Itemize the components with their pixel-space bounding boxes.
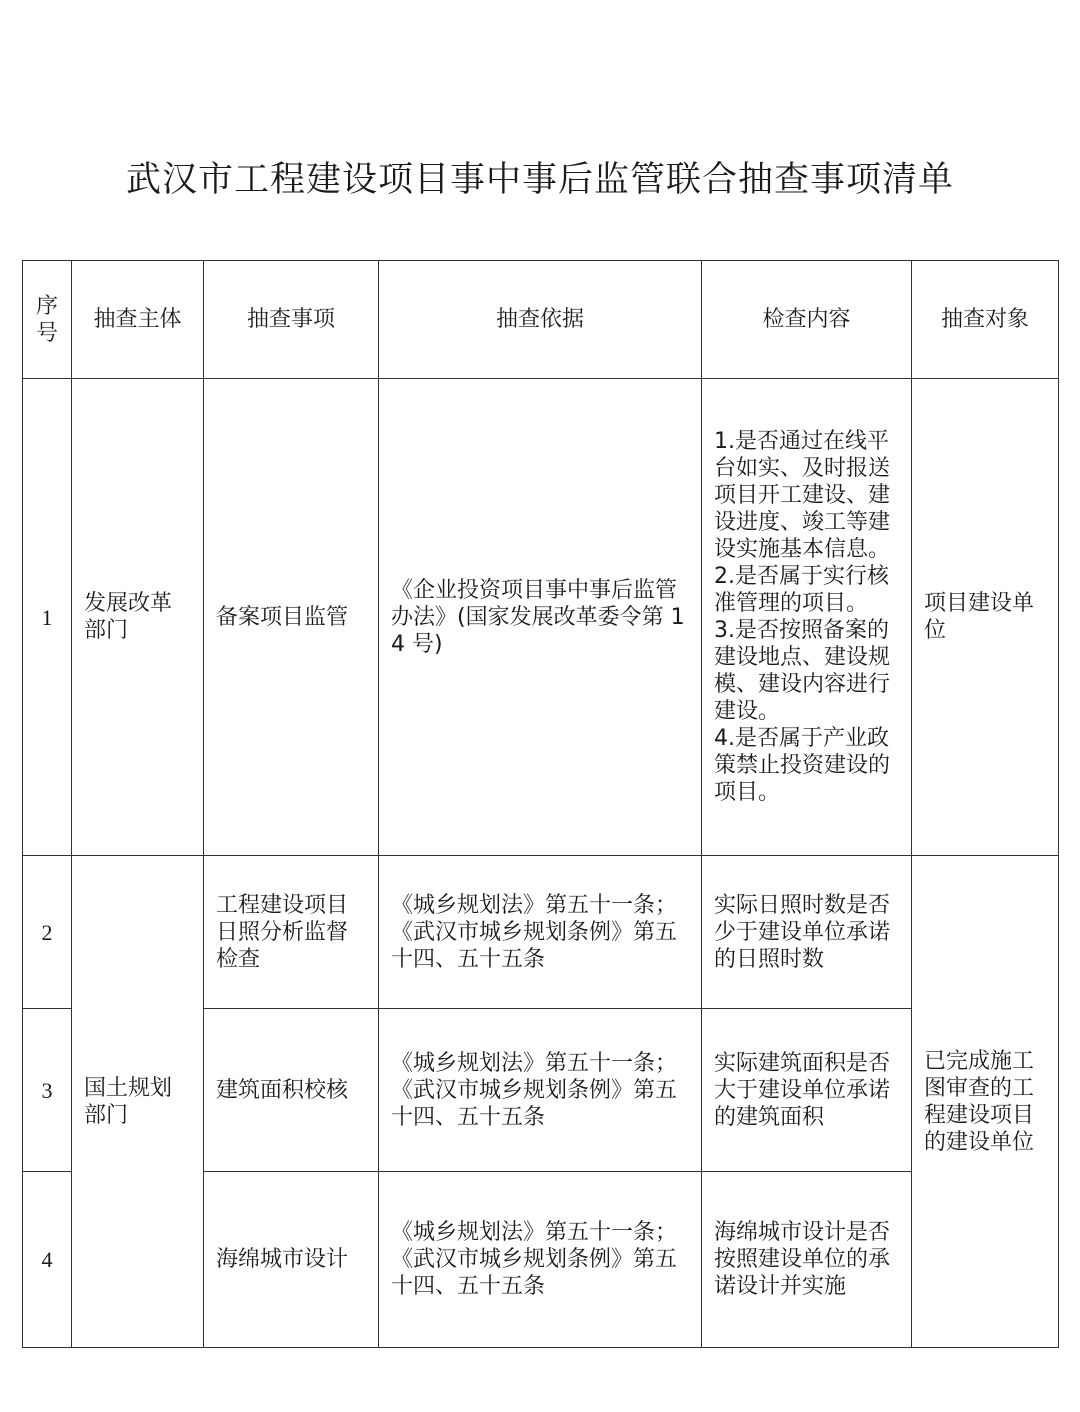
row-subject: 发展改革部门 bbox=[72, 379, 204, 856]
row-content bbox=[702, 1172, 912, 1348]
row-target: 已完成施工图审查的工程建设项目的建设单位 bbox=[912, 856, 1059, 1348]
header-seq-line2: 号 bbox=[35, 320, 58, 346]
row-target: 项目建设单位 bbox=[912, 379, 1059, 856]
row-content bbox=[702, 379, 912, 856]
row-item: 海绵城市设计 bbox=[204, 1172, 379, 1348]
row-seq: 4 bbox=[23, 1172, 72, 1348]
row-subject: 国土规划部门 bbox=[72, 856, 204, 1348]
document-title: 武汉市工程建设项目事中事后监管联合抽查事项清单 bbox=[125, 160, 954, 200]
content-item: 3.是否按照备案的建设地点、建设规模、建设内容进行建设。 bbox=[714, 618, 891, 724]
header-content: 检查内容 bbox=[702, 261, 912, 379]
content-item: 1.是否通过在线平台如实、及时报送项目开工建设、建设进度、竣工等建设实施基本信息。 bbox=[714, 429, 891, 562]
row-content bbox=[702, 1009, 912, 1172]
content-item: 实际建筑面积是否大于建设单位承诺的建筑面积 bbox=[714, 1050, 891, 1130]
row-seq: 1 bbox=[23, 379, 72, 856]
header-item: 抽查事项 bbox=[204, 261, 379, 379]
header-seq bbox=[23, 261, 72, 379]
header-seq-line1: 序 bbox=[35, 293, 58, 319]
content-item: 海绵城市设计是否按照建设单位的承诺设计并实施 bbox=[714, 1220, 891, 1299]
header-basis: 抽查依据 bbox=[379, 261, 702, 379]
row-basis: 《城乡规划法》第五十一条；《武汉市城乡规划条例》第五十四、五十五条 bbox=[379, 856, 702, 1009]
table-row bbox=[23, 379, 1059, 856]
table-row bbox=[23, 856, 1059, 1009]
content-item: 4.是否属于产业政策禁止投资建设的项目。 bbox=[714, 726, 891, 805]
row-content bbox=[702, 856, 912, 1009]
row-item: 工程建设项目日照分析监督检查 bbox=[204, 856, 379, 1009]
content-item: 实际日照时数是否少于建设单位承诺的日照时数 bbox=[714, 892, 891, 972]
inspection-table bbox=[22, 260, 1059, 1348]
row-item: 备案项目监管 bbox=[204, 379, 379, 856]
content-item: 2.是否属于实行核准管理的项目。 bbox=[714, 564, 889, 616]
row-basis: 《城乡规划法》第五十一条；《武汉市城乡规划条例》第五十四、五十五条 bbox=[379, 1172, 702, 1348]
row-item: 建筑面积校核 bbox=[204, 1009, 379, 1172]
row-basis: 《企业投资项目事中事后监管办法》(国家发展改革委令第 14 号) bbox=[379, 379, 702, 856]
row-basis: 《城乡规划法》第五十一条；《武汉市城乡规划条例》第五十四、五十五条 bbox=[379, 1009, 702, 1172]
row-seq: 2 bbox=[23, 856, 72, 1009]
header-subject: 抽查主体 bbox=[72, 261, 204, 379]
header-target: 抽查对象 bbox=[912, 261, 1059, 379]
header-row bbox=[23, 261, 1059, 379]
row-seq: 3 bbox=[23, 1009, 72, 1172]
